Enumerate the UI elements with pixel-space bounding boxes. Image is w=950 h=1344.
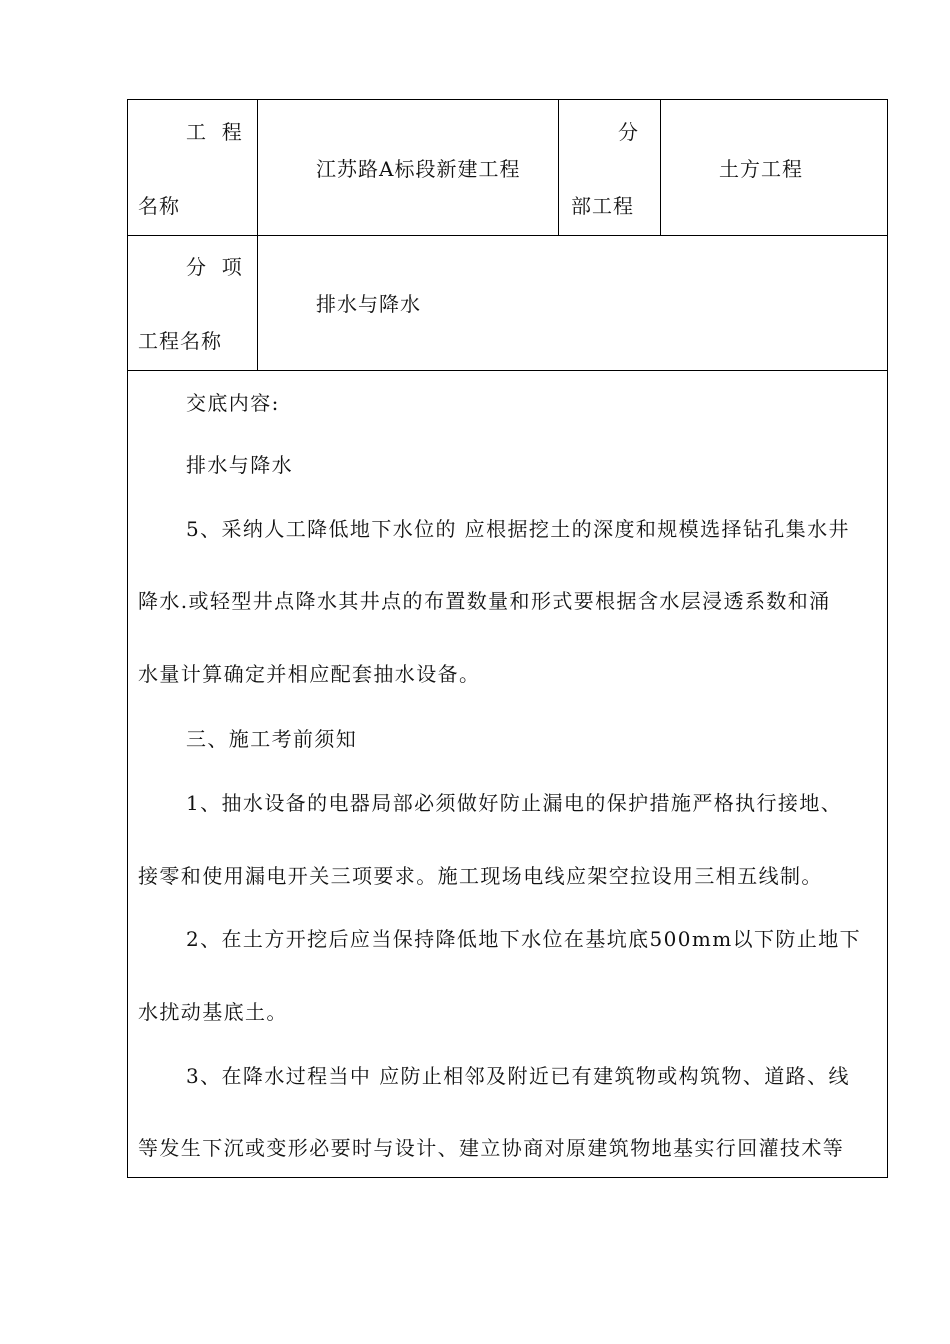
content-line: 等发生下沉或变形必要时与设计、建立协商对原建筑物地基实行回灌技术等: [138, 1136, 845, 1160]
project-label-cell: [128, 100, 257, 235]
content-line: 交底内容:: [186, 391, 280, 415]
project-label-line1: 工 程: [186, 120, 243, 144]
content-line: 1、抽水设备的电器局部必须做好防止漏电的保护措施严格执行接地、: [186, 791, 843, 815]
content-line: 2、在土方开挖后应当保持降低地下水位在基坑底500mm以下防止地下: [186, 927, 862, 951]
item-row: [128, 236, 887, 371]
content-line: 5、采纳人工降低地下水位的 应根据挖土的深度和规模选择钻孔集水井: [186, 517, 850, 541]
sub-label-line1: 分: [618, 120, 639, 144]
content-line: 排水与降水: [186, 453, 293, 477]
content-line: 水扰动基底土。: [138, 1000, 288, 1024]
project-row: [128, 100, 887, 236]
item-label-cell: [128, 236, 257, 370]
sub-value-cell: [660, 100, 887, 235]
content-line: 降水.或轻型井点降水其井点的布置数量和形式要根据含水层浸透系数和涌: [138, 589, 831, 613]
project-name: 江苏路A标段新建工程: [316, 157, 521, 181]
disclosure-table: [127, 99, 888, 1178]
sub-label-cell: [558, 100, 660, 235]
item-value-cell: [257, 236, 887, 370]
content-line: 三、施工考前须知: [186, 727, 358, 751]
content-line: 接零和使用漏电开关三项要求。施工现场电线应架空拉设用三相五线制。: [138, 864, 823, 888]
project-label-line2: 名称: [138, 194, 180, 218]
disclosure-content: [128, 371, 887, 1177]
sub-label-line2: 部工程: [571, 194, 634, 218]
item-label-line1: 分 项: [186, 255, 243, 279]
sub-value: 土方工程: [719, 157, 803, 181]
content-line: 3、在降水过程当中 应防止相邻及附近已有建筑物或构筑物、道路、线: [186, 1064, 850, 1088]
item-label-line2: 工程名称: [138, 329, 222, 353]
content-line: 水量计算确定并相应配套抽水设备。: [138, 662, 481, 686]
project-name-cell: [257, 100, 558, 235]
item-value: 排水与降水: [316, 292, 421, 316]
